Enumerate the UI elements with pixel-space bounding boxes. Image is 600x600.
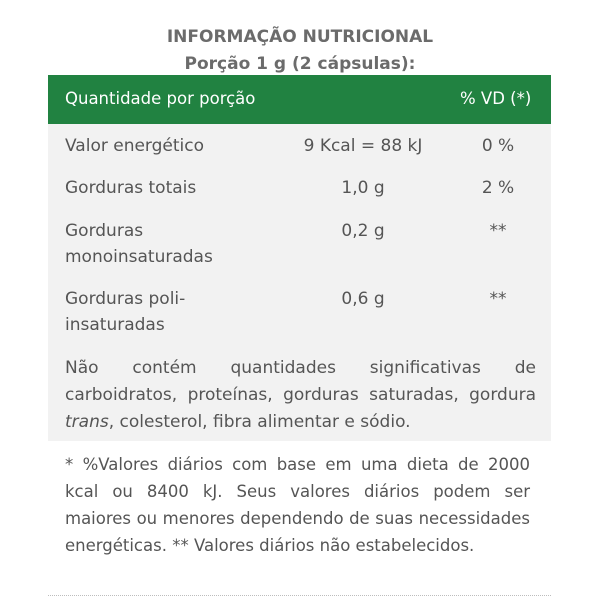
note-italic-term: trans (65, 412, 109, 432)
table-note (65, 355, 536, 436)
nutrient-name: Valor energético (65, 136, 205, 156)
header-quantity-label: Quantidade por porção (65, 89, 256, 108)
bottom-divider (48, 595, 551, 596)
table-header (48, 75, 551, 124)
nutrient-name: Gorduras monoinsaturadas (65, 221, 213, 267)
nutrient-vd: 0 % (481, 136, 515, 156)
nutrient-name: Gorduras totais (65, 178, 197, 198)
nutrition-table-body (48, 124, 551, 441)
note-text: Não contém quantidades significativas de carboidratos, proteínas, gorduras saturadas, gordura (65, 358, 536, 405)
nutrient-amount: 0,6 g (341, 289, 385, 309)
footnote: * %Valores diários com base em uma dieta de 2000 kcal ou 8400 kJ. Seus valores diários podem ser maiores ou menores dependendo de suas necessidades energéticas. ** Valores diários não estabelecidos. (65, 455, 530, 555)
header-vd-label: % VD (*) (460, 89, 532, 108)
panel-title: INFORMAÇÃO NUTRICIONAL (166, 27, 434, 47)
nutrient-vd: 2 % (481, 178, 515, 198)
nutrient-vd: ** (489, 221, 507, 241)
nutrient-amount: 1,0 g (341, 178, 385, 198)
serving-size: Porção 1 g (2 cápsulas): (184, 54, 416, 74)
nutrient-name: Gorduras poli-insaturadas (65, 289, 186, 335)
note-text-end: , colesterol, fibra alimentar e sódio. (108, 412, 411, 432)
nutrient-amount: 0,2 g (341, 221, 385, 241)
nutrient-vd: ** (489, 289, 507, 309)
nutrient-amount: 9 Kcal = 88 kJ (303, 136, 423, 156)
